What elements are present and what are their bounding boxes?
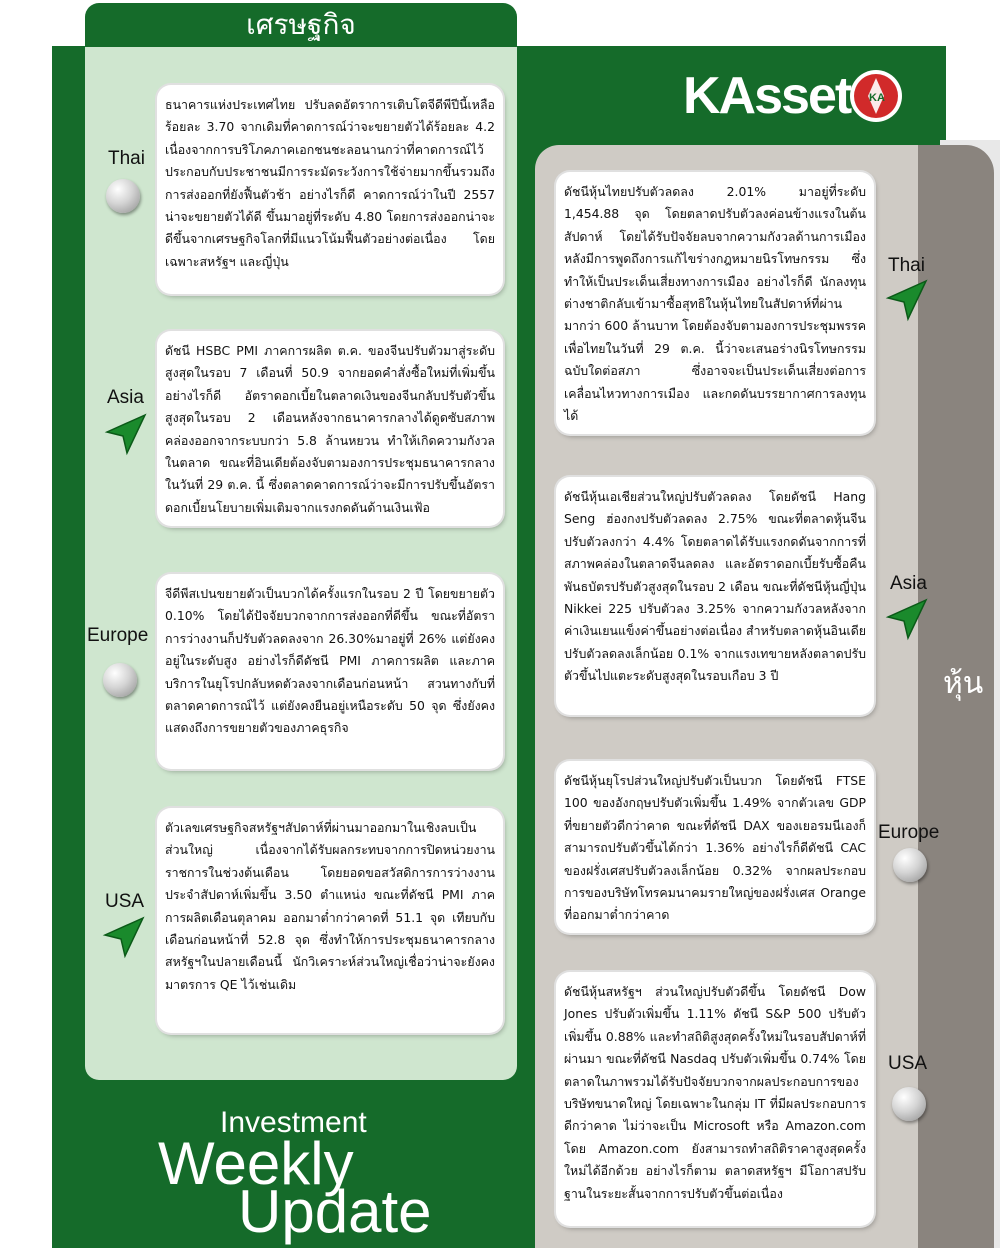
economy-thai-card (157, 85, 503, 294)
economy-usa-text: ตัวเลขเศรษฐกิจสหรัฐฯสัปดาห์ที่ผ่านมาออกมาในเชิงลบเป็นส่วนใหญ่ เนื่องจากได้รับผลกระทบจากการปิดหน่วยงานราชการในช่วงต้นเดือน โดยยอดขอสวัสดิการการว่างงานประจำสัปดาห์เพิ่มขึ้น 3.50 ตำแหน่ง ขณะที่ดัชนี PMI ภาคการผลิตเดือนตุลาคม ออกมาต่ำกว่าคาดที่ 51.1 จุด เทียบกับเดือนก่อนหน้าที่ 52.8 จุด ซึ่งทำให้การประชุมธนาคารกลางสหรัฐฯในปลายเดือนนี้ นักวิเคราะห์ส่วนใหญ่เชื่อว่าน่าจะยังคงมาตรการ QE ไว้เช่นเดิม (165, 820, 495, 992)
economy-asia-region: Asia (107, 387, 144, 408)
economy-asia-card (157, 331, 503, 526)
footer-investment: Investment (220, 1106, 367, 1139)
stock-thai-region: Thai (888, 255, 925, 276)
up-arrow-icon (885, 278, 929, 322)
neutral-ball-icon (893, 848, 927, 882)
economy-asia-text: ดัชนี HSBC PMI ภาคการผลิต ต.ค. ของจีนปรับตัวมาสู่ระดับสูงสุดในรอบ 7 เดือนที่ 50.9 จากยอดคำสั่งซื้อใหม่ที่เพิ่มขึ้น อย่างไรก็ดี อัตราดอกเบี้ยในตลาดเงินของจีนกลับปรับตัวขึ้นสูงสุดในรอบ 2 เดือนหลังจากธนาคารกลางได้ดูดซับสภาพคล่องออกจากระบบกว่า 5.8 ล้านหยวน ทำให้เกิดความกังวลในตลาด ขณะที่อินเดียต้องจับตามองการประชุมธนาคารกลางในวันที่ 29 ต.ค. นี้ ซึ่งตลาดคาดการณ์ว่าจะมีการปรับขึ้นอัตราดอกเบี้ยนโยบายเพิ่มเติมจากแรงกดดันด้านเงินเฟ้อ (165, 343, 495, 515)
economy-europe-card (157, 574, 503, 769)
stock-europe-card (556, 761, 874, 933)
up-arrow-icon (104, 412, 148, 456)
economy-usa-card (157, 808, 503, 1033)
stock-europe-region: Europe (878, 822, 940, 843)
stock-asia-text: ดัชนีหุ้นเอเชียส่วนใหญ่ปรับตัวลดลง โดยดัชนี Hang Seng ฮ่องกงปรับตัวลดลง 2.75% ขณะที่ตลาดหุ้นจีนปรับตัวลงกว่า 4.4% โดยตลาดได้รับแรงกดดันจากการที่สภาพคล่องในตลาดจีนลดลง และอัตราดอกเบี้ยรับซื้อคืนพันธบัตรปรับตัวสูงสุดในรอบ 2 เดือน ขณะที่ดัชนีหุ้นญี่ปุ่น Nikkei 225 ปรับตัวลง 3.25% จากความกังวลหลังจากค่าเงินเยนแข็งค่าขึ้นอย่างต่อเนื่อง สำหรับตลาดหุ้นอินเดีย ปรับตัวลดลงเล็กน้อย 0.1% จากแรงเทขายหลังตลาดปรับตัวขึ้นไปแตะระดับสูงสุดในรอบเกือบ 3 ปี (564, 489, 866, 684)
stock-europe-text: ดัชนีหุ้นยุโรปส่วนใหญ่ปรับตัวเป็นบวก โดยดัชนี FTSE 100 ของอังกฤษปรับตัวเพิ่มขึ้น 1.49% จากตัวเลข GDP ที่ขยายตัวดีกว่าคาด ขณะที่ดัชนี DAX ของเยอรมนีเองก็สามารถปรับตัวขึ้นได้กว่า 1.36% อย่างไรก็ดีดัชนี CAC ของฝรั่งเศสปรับตัวลงเล็กน้อย 0.32% จากผลประกอบการของบริษัทโทรคมนาคมรายใหญ่ของฝรั่งเศส Orange ที่ออกมาต่ำกว่าคาด (564, 773, 866, 923)
stock-thai-card (556, 172, 874, 434)
stock-usa-text: ดัชนีหุ้นสหรัฐฯ ส่วนใหญ่ปรับตัวดีขึ้น โดยดัชนี Dow Jones ปรับตัวเพิ่มขึ้น 1.11% ดัชนี S&P 500 ปรับตัวเพิ่มขึ้น 0.88% และทำสถิติสูงสุดครั้งใหม่ในรอบสัปดาห์ที่ผ่านมา ขณะที่ดัชนี Nasdaq ปรับตัวเพิ่มขึ้น 0.74% โดยตลาดในภาพรวมได้รับปัจจัยบวกจากผลประกอบการของบริษัทขนาดใหญ่ โดยเฉพาะในกลุ่ม IT ที่มีผลประกอบการดีกว่าคาด ไม่ว่าจะเป็น Microsoft หรือ Amazon.com โดย Amazon.com ยังสามารถทำสถิติราคาสูงสุดครั้งใหม่ได้อีกด้วย อย่างไรก็ตาม ตลาดสหรัฐฯ มีโอกาสปรับฐานในระยะสั้นจากการปรับตัวขึ้นต่อเนื่อง (564, 984, 866, 1201)
stock-side-label: หุ้น (943, 666, 984, 701)
stock-usa-region: USA (888, 1053, 928, 1074)
kasset-badge-icon (848, 68, 904, 124)
footer-weekly: Weekly (158, 1130, 354, 1197)
footer-update: Update (238, 1178, 432, 1245)
economy-usa-region: USA (105, 891, 145, 912)
economy-thai-text: ธนาคารแห่งประเทศไทย ปรับลดอัตราการเติบโตจีดีพีปีนี้เหลือร้อยละ 3.70 จากเดิมที่คาดการณ์ว่าจะขยายตัวได้ร้อยละ 4.2 เนื่องจากการบริโภคภาคเอกชนชะลอนานกว่าที่คาดการณ์ไว้ ประกอบกับประชาชนมีการระมัดระวังการใช้จ่ายมากขึ้นรวมถึงการส่งออกที่ยังฟื้นตัวช้า อย่างไรก็ดี คาดการณ์ว่าในปี 2557 น่าจะขยายตัวได้ดี ขึ้นมาอยู่ที่ระดับ 4.80 โดยการส่งออกน่าจะดีขึ้นจากเศรษฐกิจโลกที่มีแนวโน้มฟื้นตัวอย่างต่อเนื่อง โดยเฉพาะสหรัฐฯ และญี่ปุ่น (165, 97, 495, 269)
economy-thai-region: Thai (108, 148, 145, 169)
economy-europe-region: Europe (87, 625, 149, 646)
economy-europe-text: จีดีพีสเปนขยายตัวเป็นบวกได้ครั้งแรกในรอบ 2 ปี โดยขยายตัว 0.10% โดยได้ปัจจัยบวกจากการส่งออกที่ดีขึ้น ขณะที่อัตราการว่างงานก็ปรับตัวลดลงจาก 26.30%มาอยู่ที่ 26% แต่ยังคงอยู่ในระดับสูง อย่างไรก็ดีดัชนี PMI ภาคการผลิต และภาคบริการในยุโรปกลับหดตัวลงจากเดือนก่อนหน้า สวนทางกับที่ตลาดคาดการณ์ไว้ แต่ยังคงยืนอยู่เหนือระดับ 50 จุด ซึ่งยังคงแสดงถึงการขยายตัวของภาคธุรกิจ (165, 586, 495, 736)
kasset-logo-text: KAsset (683, 67, 851, 125)
stock-asia-region: Asia (890, 573, 927, 594)
stock-thai-text: ดัชนีหุ้นไทยปรับตัวลดลง 2.01% มาอยู่ที่ระดับ 1,454.88 จุด โดยตลาดปรับตัวลงค่อนข้างแรงในต้นสัปดาห์ โดยได้รับปัจจัยลบจากความกังวลด้านการเมืองหลังมีการพูดถึงการแก้ไขร่างกฎหมายนิรโทษกรรม ซึ่งทำให้เป็นประเด็นเสี่ยงทางการเมือง อย่างไรก็ดี นักลงทุนต่างชาติกลับเข้ามาซื้อสุทธิในหุ้นไทยในสัปดาห์ที่ผ่านมากว่า 600 ล้านบาท โดยต้องจับตามองการประชุมพรรคเพื่อไทยในวันที่ 29 ต.ค. นี้ว่าจะเสนอร่างนิรโทษกรรมฉบับใดต่อสภา ซึ่งอาจจะเป็นประเด็นเสี่ยงต่อการเคลื่อนไหวทางการเมือง และกดดันบรรยากาศการลงทุนได้ (564, 184, 866, 424)
stock-usa-card (556, 972, 874, 1226)
up-arrow-icon (102, 915, 146, 959)
badge-letters: KA (869, 92, 885, 104)
neutral-ball-icon (106, 179, 140, 213)
up-arrow-icon (885, 597, 929, 641)
stock-asia-card (556, 477, 874, 715)
economy-section-title: เศรษฐกิจ (246, 8, 356, 41)
neutral-ball-icon (892, 1087, 926, 1121)
neutral-ball-icon (103, 663, 137, 697)
